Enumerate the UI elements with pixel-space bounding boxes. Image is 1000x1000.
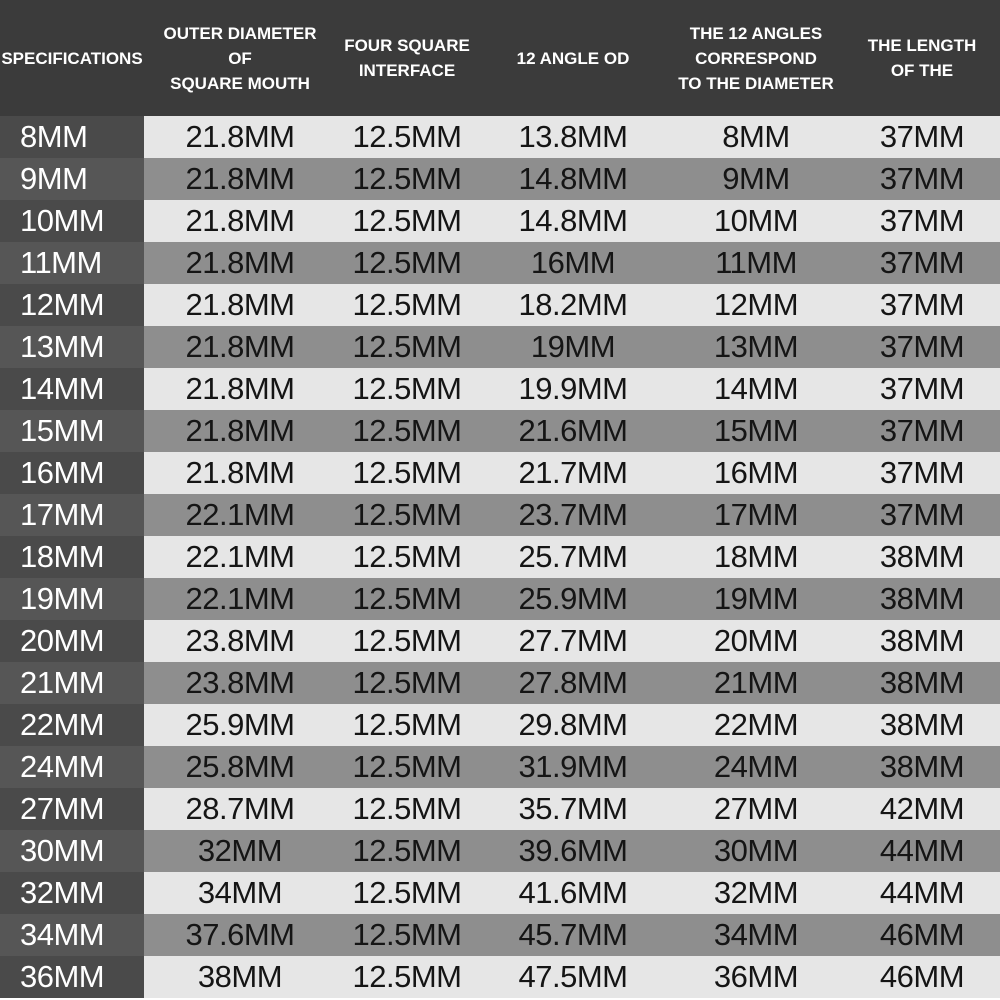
table-header <box>0 0 1000 116</box>
cell-outer-diameter: 37.6MM <box>144 914 336 956</box>
cell-four-square-interface: 12.5MM <box>336 116 478 158</box>
cell-angle-od: 39.6MM <box>478 830 668 872</box>
cell-angle-diameter: 15MM <box>668 410 844 452</box>
cell-four-square-interface: 12.5MM <box>336 872 478 914</box>
cell-four-square-interface: 12.5MM <box>336 536 478 578</box>
cell-outer-diameter: 21.8MM <box>144 326 336 368</box>
cell-outer-diameter: 32MM <box>144 830 336 872</box>
cell-spec: 15MM <box>0 410 144 452</box>
cell-length: 37MM <box>844 158 1000 200</box>
table-row <box>0 578 1000 620</box>
cell-spec: 36MM <box>0 956 144 998</box>
cell-spec: 22MM <box>0 704 144 746</box>
cell-angle-od: 35.7MM <box>478 788 668 830</box>
cell-length: 37MM <box>844 410 1000 452</box>
cell-angle-diameter: 12MM <box>668 284 844 326</box>
cell-angle-od: 27.7MM <box>478 620 668 662</box>
table-row <box>0 788 1000 830</box>
cell-four-square-interface: 12.5MM <box>336 914 478 956</box>
cell-outer-diameter: 21.8MM <box>144 410 336 452</box>
table-row <box>0 116 1000 158</box>
cell-length: 37MM <box>844 368 1000 410</box>
cell-four-square-interface: 12.5MM <box>336 830 478 872</box>
cell-angle-diameter: 10MM <box>668 200 844 242</box>
cell-outer-diameter: 34MM <box>144 872 336 914</box>
cell-length: 38MM <box>844 746 1000 788</box>
cell-length: 38MM <box>844 704 1000 746</box>
cell-four-square-interface: 12.5MM <box>336 410 478 452</box>
cell-spec: 17MM <box>0 494 144 536</box>
cell-four-square-interface: 12.5MM <box>336 956 478 998</box>
cell-length: 38MM <box>844 662 1000 704</box>
cell-outer-diameter: 25.9MM <box>144 704 336 746</box>
cell-outer-diameter: 22.1MM <box>144 494 336 536</box>
cell-angle-diameter: 18MM <box>668 536 844 578</box>
cell-length: 44MM <box>844 830 1000 872</box>
cell-four-square-interface: 12.5MM <box>336 494 478 536</box>
cell-angle-od: 19MM <box>478 326 668 368</box>
cell-outer-diameter: 21.8MM <box>144 200 336 242</box>
cell-angle-diameter: 21MM <box>668 662 844 704</box>
cell-length: 37MM <box>844 326 1000 368</box>
table-body <box>0 116 1000 998</box>
cell-four-square-interface: 12.5MM <box>336 620 478 662</box>
table-row <box>0 704 1000 746</box>
header-specifications: SPECIFICATIONS <box>1 48 143 68</box>
cell-outer-diameter: 21.8MM <box>144 368 336 410</box>
cell-spec: 27MM <box>0 788 144 830</box>
cell-outer-diameter: 22.1MM <box>144 536 336 578</box>
cell-angle-od: 14.8MM <box>478 158 668 200</box>
cell-spec: 9MM <box>0 158 144 200</box>
cell-spec: 13MM <box>0 326 144 368</box>
cell-angle-od: 47.5MM <box>478 956 668 998</box>
table-row <box>0 158 1000 200</box>
table-row <box>0 914 1000 956</box>
table-row <box>0 872 1000 914</box>
cell-four-square-interface: 12.5MM <box>336 242 478 284</box>
cell-angle-od: 31.9MM <box>478 746 668 788</box>
cell-outer-diameter: 21.8MM <box>144 158 336 200</box>
cell-angle-diameter: 22MM <box>668 704 844 746</box>
cell-outer-diameter: 23.8MM <box>144 620 336 662</box>
cell-length: 37MM <box>844 494 1000 536</box>
cell-four-square-interface: 12.5MM <box>336 578 478 620</box>
cell-spec: 12MM <box>0 284 144 326</box>
header-12-angle-od: 12 ANGLE OD <box>516 48 630 68</box>
cell-length: 37MM <box>844 116 1000 158</box>
cell-length: 37MM <box>844 242 1000 284</box>
table-row <box>0 452 1000 494</box>
cell-four-square-interface: 12.5MM <box>336 326 478 368</box>
cell-angle-od: 13.8MM <box>478 116 668 158</box>
cell-length: 37MM <box>844 200 1000 242</box>
cell-angle-od: 25.9MM <box>478 578 668 620</box>
cell-angle-diameter: 27MM <box>668 788 844 830</box>
cell-spec: 32MM <box>0 872 144 914</box>
cell-four-square-interface: 12.5MM <box>336 746 478 788</box>
cell-angle-od: 16MM <box>478 242 668 284</box>
table-row <box>0 494 1000 536</box>
cell-spec: 34MM <box>0 914 144 956</box>
cell-four-square-interface: 12.5MM <box>336 200 478 242</box>
cell-four-square-interface: 12.5MM <box>336 368 478 410</box>
cell-angle-diameter: 17MM <box>668 494 844 536</box>
cell-spec: 14MM <box>0 368 144 410</box>
table-row <box>0 200 1000 242</box>
cell-spec: 18MM <box>0 536 144 578</box>
cell-angle-od: 27.8MM <box>478 662 668 704</box>
table-row <box>0 284 1000 326</box>
table-row <box>0 368 1000 410</box>
cell-spec: 30MM <box>0 830 144 872</box>
cell-spec: 11MM <box>0 242 144 284</box>
cell-angle-od: 21.6MM <box>478 410 668 452</box>
cell-angle-diameter: 14MM <box>668 368 844 410</box>
cell-spec: 8MM <box>0 116 144 158</box>
cell-angle-diameter: 13MM <box>668 326 844 368</box>
cell-angle-od: 23.7MM <box>478 494 668 536</box>
cell-spec: 24MM <box>0 746 144 788</box>
cell-outer-diameter: 21.8MM <box>144 242 336 284</box>
cell-angle-od: 18.2MM <box>478 284 668 326</box>
cell-angle-diameter: 34MM <box>668 914 844 956</box>
cell-spec: 10MM <box>0 200 144 242</box>
cell-length: 38MM <box>844 620 1000 662</box>
cell-outer-diameter: 25.8MM <box>144 746 336 788</box>
cell-angle-od: 21.7MM <box>478 452 668 494</box>
cell-four-square-interface: 12.5MM <box>336 662 478 704</box>
cell-outer-diameter: 22.1MM <box>144 578 336 620</box>
cell-four-square-interface: 12.5MM <box>336 704 478 746</box>
cell-spec: 19MM <box>0 578 144 620</box>
cell-spec: 21MM <box>0 662 144 704</box>
cell-spec: 20MM <box>0 620 144 662</box>
cell-four-square-interface: 12.5MM <box>336 788 478 830</box>
cell-outer-diameter: 38MM <box>144 956 336 998</box>
table-row <box>0 242 1000 284</box>
header-outer-diameter: OUTER DIAMETER OF SQUARE MOUTH <box>163 23 317 93</box>
cell-length: 42MM <box>844 788 1000 830</box>
cell-outer-diameter: 21.8MM <box>144 284 336 326</box>
cell-outer-diameter: 21.8MM <box>144 452 336 494</box>
cell-spec: 16MM <box>0 452 144 494</box>
cell-angle-diameter: 24MM <box>668 746 844 788</box>
cell-angle-od: 25.7MM <box>478 536 668 578</box>
table-row <box>0 662 1000 704</box>
header-four-square-interface: FOUR SQUARE INTERFACE <box>344 36 470 80</box>
cell-angle-diameter: 30MM <box>668 830 844 872</box>
cell-length: 37MM <box>844 284 1000 326</box>
table-row <box>0 830 1000 872</box>
cell-angle-diameter: 19MM <box>668 578 844 620</box>
cell-four-square-interface: 12.5MM <box>336 284 478 326</box>
cell-outer-diameter: 21.8MM <box>144 116 336 158</box>
cell-angle-od: 41.6MM <box>478 872 668 914</box>
cell-length: 38MM <box>844 536 1000 578</box>
cell-angle-diameter: 32MM <box>668 872 844 914</box>
header-length: THE LENGTH OF THE <box>867 36 977 80</box>
cell-length: 46MM <box>844 914 1000 956</box>
cell-outer-diameter: 28.7MM <box>144 788 336 830</box>
cell-length: 38MM <box>844 578 1000 620</box>
cell-angle-diameter: 16MM <box>668 452 844 494</box>
cell-angle-diameter: 11MM <box>668 242 844 284</box>
table-row <box>0 410 1000 452</box>
cell-four-square-interface: 12.5MM <box>336 158 478 200</box>
cell-angle-od: 14.8MM <box>478 200 668 242</box>
table-row <box>0 326 1000 368</box>
cell-angle-od: 29.8MM <box>478 704 668 746</box>
header-12-angles-diameter: THE 12 ANGLES CORRESPOND TO THE DIAMETER <box>678 23 834 93</box>
cell-length: 37MM <box>844 452 1000 494</box>
cell-angle-od: 19.9MM <box>478 368 668 410</box>
cell-length: 44MM <box>844 872 1000 914</box>
table-row <box>0 956 1000 998</box>
cell-outer-diameter: 23.8MM <box>144 662 336 704</box>
cell-angle-diameter: 20MM <box>668 620 844 662</box>
table-row <box>0 746 1000 788</box>
cell-angle-diameter: 36MM <box>668 956 844 998</box>
cell-angle-od: 45.7MM <box>478 914 668 956</box>
cell-four-square-interface: 12.5MM <box>336 452 478 494</box>
table-row <box>0 620 1000 662</box>
cell-angle-diameter: 9MM <box>668 158 844 200</box>
cell-angle-diameter: 8MM <box>668 116 844 158</box>
table-row <box>0 536 1000 578</box>
cell-length: 46MM <box>844 956 1000 998</box>
